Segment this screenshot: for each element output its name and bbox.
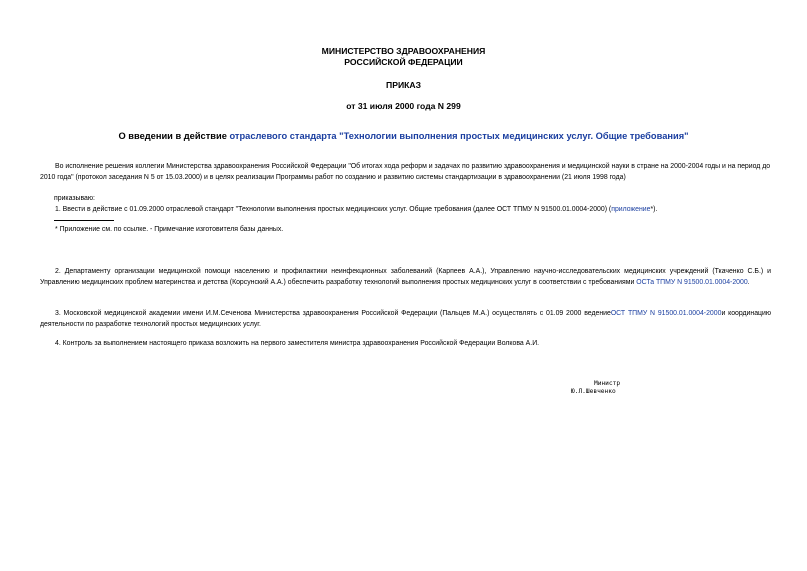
preamble-text: Во исполнение решения коллегии Министерства здравоохранения Российской Федерации "Об итогах хода реформ и задачах по развитию здравоохранения и медицинской науки в стране на 2000-2004 годы и на период до 2010 года" (протокол заседания N 5 от 15.03.2000) и в целях реализации Программы работ по созданию и развитию системы стандартизации в здравоохранении (21 июля 1998 года) [40, 163, 771, 181]
item-1-text: 1. Ввести в действие с 01.09.2000 отраслевой стандарт "Технологии выполнения простых медицинских услуг. Общие требования (далее ОСТ ТПМУ N 91500.01.0004-2000) ( [55, 206, 612, 213]
item-4 [40, 339, 771, 350]
item-4-text: 4. Контроль за выполнением настоящего приказа возложить на первого заместителя министра здравоохранения Российской Федерации Волкова А.И. [55, 340, 540, 347]
item-2 [40, 267, 771, 288]
ministry-line-2: РОССИЙСКОЙ ФЕДЕРАЦИИ [344, 57, 463, 67]
item-3-text: 3. Московской медицинской академии имени И.М.Сеченова Министерства здравоохранения Российской Федерации (Пальцев М.А.) осуществлять с 01.09 2000 ведение [55, 310, 611, 317]
item-2-suffix: . [747, 278, 750, 286]
item-3-suffix: и координацию деятельности по разработке технологий простых медицинских услуг. [40, 310, 772, 328]
item-1 [40, 205, 771, 216]
footnote [40, 225, 771, 236]
item-2-text: 2. Департаменту организации медицинской помощи населению и профилактики неинфекционных заболеваний (Карпеев А.А.), Управлению научно-исследовательских медицинских учреждений (Ткаченко С.Б.) и Управлению медицинских проблем материнства и детства (Корсунский А.А.) обеспечить разработку технологий выполнения простых медицинских услуг в соответствии с требованиями [40, 268, 771, 286]
ost-link-item-3[interactable]: ОСТ ТПМУ N 91500.01.0004-2000 [610, 310, 722, 317]
ost-link-item-2[interactable]: ОСТа ТПМУ N 91500.01.0004-2000 [636, 278, 748, 286]
document-type: ПРИКАЗ [386, 80, 421, 90]
document-date: от 31 июля 2000 года N 299 [346, 101, 461, 111]
preamble-paragraph [40, 162, 771, 183]
signature-position: Министр [594, 380, 621, 387]
ministry-line-1: МИНИСТЕРСТВО ЗДРАВООХРАНЕНИЯ [321, 46, 486, 56]
document-title [0, 130, 807, 142]
order-word: приказываю: [54, 195, 95, 202]
title-standard-link[interactable]: отраслевого стандарта "Технологии выполнения простых медицинских услуг. Общие требования" [229, 131, 689, 141]
appendix-link[interactable]: приложение [611, 206, 651, 213]
footnote-text: * Приложение см. по ссылке. - Примечание изготовителя базы данных. [55, 226, 284, 233]
item-3 [40, 309, 771, 330]
title-prefix: О введении в действие [118, 131, 230, 141]
item-1-suffix: *). [650, 206, 658, 213]
signature-name: Ю.Л.Шевченко [571, 388, 616, 395]
footnote-divider [54, 220, 114, 221]
